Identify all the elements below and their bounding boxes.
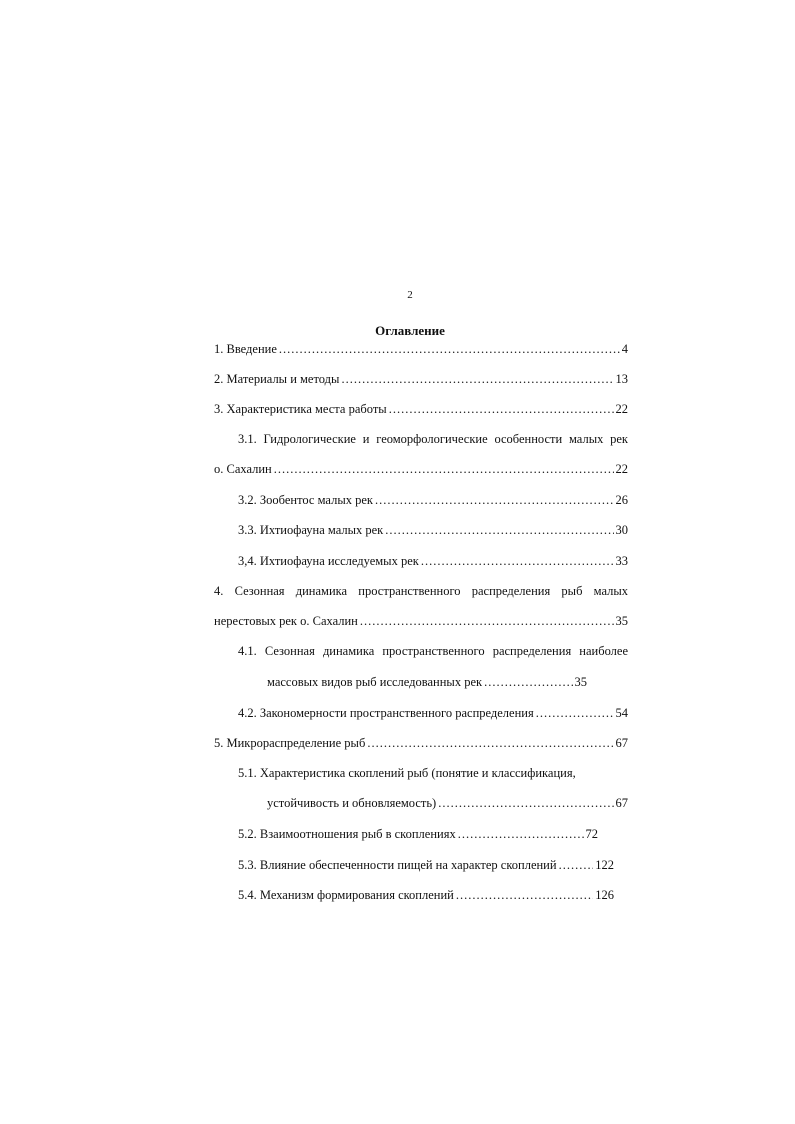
dot-leader xyxy=(385,522,613,538)
toc-entry-label: 4.2. Закономерности пространственного распределения xyxy=(238,706,534,720)
dot-leader xyxy=(367,735,613,751)
toc-entry[interactable] xyxy=(214,735,628,751)
toc-entry-page: 35 xyxy=(615,614,628,628)
toc-entry[interactable] xyxy=(214,371,628,387)
dot-leader xyxy=(536,705,614,721)
toc-entry[interactable] xyxy=(214,341,628,357)
toc-entry-page: 22 xyxy=(615,402,628,416)
toc-entry-label: 5.4. Механизм формирования скоплений xyxy=(238,888,454,902)
toc-entry[interactable] xyxy=(267,674,587,690)
toc-entry-page: 72 xyxy=(585,827,598,841)
toc-entry-page: 26 xyxy=(615,493,628,507)
toc-entry-page: 22 xyxy=(615,462,628,476)
page-number: 2 xyxy=(407,289,413,301)
toc-entry-label: устойчивость и обновляемость) xyxy=(267,796,437,810)
toc-entry-page: 4 xyxy=(621,342,628,356)
toc-entry-line1: 4. Сезонная динамика пространственного распределения рыб малых xyxy=(214,584,628,598)
toc-entry-page: 30 xyxy=(615,523,628,537)
toc-entry-label: 3.2. Зообентос малых рек xyxy=(238,493,373,507)
toc-entry-page: 33 xyxy=(615,554,628,568)
toc-entry[interactable] xyxy=(238,826,598,842)
toc-entry-page: 54 xyxy=(615,706,628,720)
toc-entry-page: 122 xyxy=(595,858,614,872)
dot-leader xyxy=(458,826,584,842)
toc-entry-line1: 5.1. Характеристика скоплений рыб (понятие и классификация, xyxy=(238,766,576,780)
dot-leader xyxy=(274,461,614,477)
toc-entry-page: 126 xyxy=(595,888,614,902)
toc-entry[interactable] xyxy=(238,705,628,721)
toc-entry[interactable] xyxy=(214,461,628,477)
toc-entry-label: нерестовых рек о. Сахалин xyxy=(214,614,358,628)
toc-entry-label: о. Сахалин xyxy=(214,462,272,476)
dot-leader xyxy=(279,341,620,357)
toc-entry[interactable] xyxy=(238,492,628,508)
toc-entry[interactable] xyxy=(238,887,614,903)
toc-entry-page: 35 xyxy=(574,675,587,689)
toc-entry-label: 3.3. Ихтиофауна малых рек xyxy=(238,523,384,537)
dot-leader xyxy=(360,613,614,629)
toc-entry-page: 13 xyxy=(615,372,628,386)
toc-entry[interactable] xyxy=(267,795,628,811)
toc-entry[interactable] xyxy=(214,401,628,417)
toc-entry-label: 2. Материалы и методы xyxy=(214,372,340,386)
toc-entry-label: 5.3. Влияние обеспеченности пищей на характер скоплений xyxy=(238,858,557,872)
toc-entry-line1: 4.1. Сезонная динамика пространственного распределения наиболее xyxy=(238,644,628,658)
toc-entry-label: 5.2. Взаимоотношения рыб в скоплениях xyxy=(238,827,456,841)
dot-leader xyxy=(389,401,614,417)
toc-entry-line1: 3.1. Гидрологические и геоморфологические особенности малых рек xyxy=(238,432,628,446)
toc-entry[interactable] xyxy=(214,613,628,629)
dot-leader xyxy=(456,887,593,903)
dot-leader xyxy=(421,553,614,569)
dot-leader xyxy=(438,795,613,811)
toc-entry-label: 5. Микрораспределение рыб xyxy=(214,736,366,750)
toc-entry-page: 67 xyxy=(615,736,628,750)
toc-entry[interactable] xyxy=(238,522,628,538)
dot-leader xyxy=(341,371,613,387)
toc-title: Оглавление xyxy=(375,323,445,338)
toc-entry-label: 1. Введение xyxy=(214,342,277,356)
toc-entry-label: 3,4. Ихтиофауна исследуемых рек xyxy=(238,554,419,568)
dot-leader xyxy=(375,492,614,508)
toc-entry[interactable] xyxy=(238,857,614,873)
toc-entry-label: массовых видов рыб исследованных рек xyxy=(267,675,483,689)
toc-entry-page: 67 xyxy=(615,796,628,810)
dot-leader xyxy=(559,857,594,873)
dot-leader xyxy=(484,674,572,690)
toc-entry-label: 3. Характеристика места работы xyxy=(214,402,387,416)
toc-entry[interactable] xyxy=(238,553,628,569)
